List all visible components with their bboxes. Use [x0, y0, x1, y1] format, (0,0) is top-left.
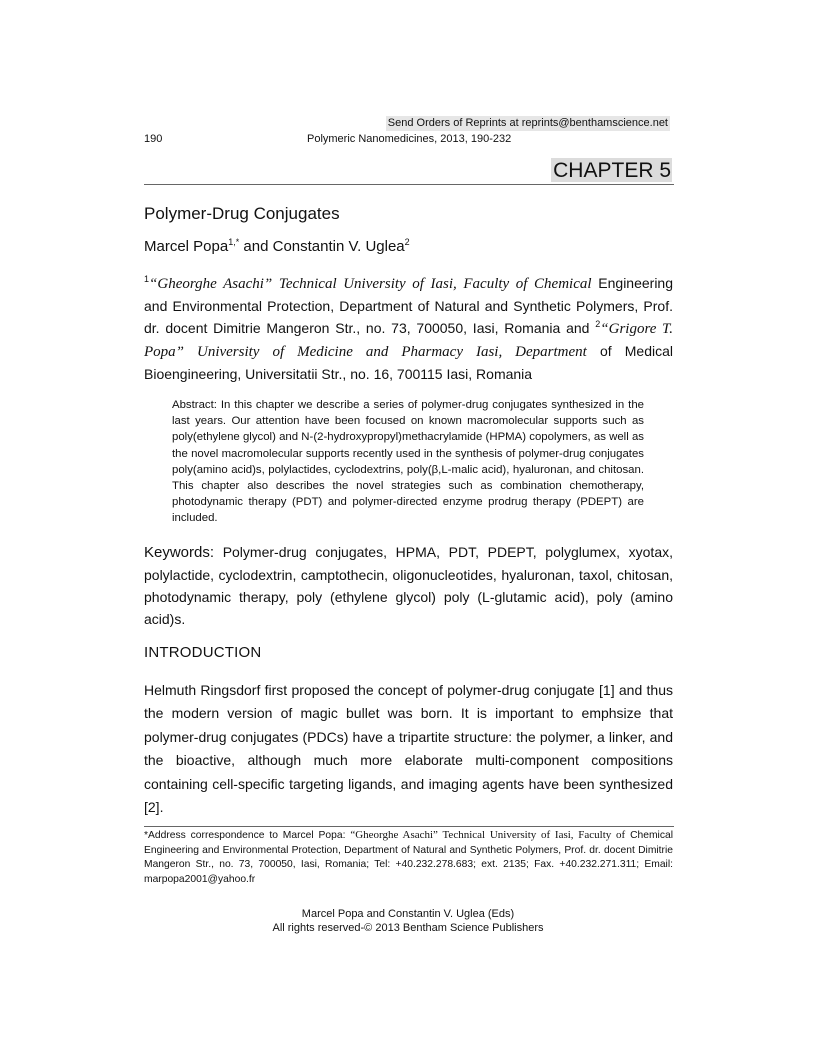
page-number: 190	[144, 133, 163, 145]
header-divider	[144, 184, 674, 185]
aff2-italic: “Grigore T. Popa” University of Medicine and Pharmacy Iasi, Department	[144, 321, 674, 360]
introduction-paragraph: Helmuth Ringsdorf first proposed the concept of polymer-drug conjugate [1] and thus the modern version of magic bullet was born. It is important to emphsize that polymer-drug conjugates (PDCs) have a tripartite structure: the polymer, a linker, and the bioactive, although much more elaborate multi-component compositions containing cell-specific targeting ligands, and imaging agents have been synthesized [2].	[144, 682, 673, 816]
footnote-rest: Chemical Engineering and Environmental Protection, Department of Natural and Synthetic Polymers, Prof. dr. docent Dimitrie Mangeron Str., no. 73, 700050, Iasi, Romania; Tel: +40.232.278.683; ext. 2135; Fax. +40.232.271.311; Email: marpopa2001@yahoo.fr	[144, 830, 673, 885]
article-title: Polymer-Drug Conjugates	[144, 204, 340, 223]
aff1-italic: “Gheorghe Asachi” Technical University of Iasi, Faculty of Chemical	[149, 276, 592, 292]
reprint-notice: Send Orders of Reprints at reprints@benthamscience.net	[387, 117, 668, 129]
author-line	[144, 238, 410, 255]
aff2-sup: 2	[595, 319, 601, 329]
author-conjunction: and	[239, 238, 273, 255]
keywords	[144, 541, 673, 630]
aff-conjunction: and	[566, 320, 596, 336]
footnote-serif: “Gheorghe Asachi” Technical University of Iasi, Faculty of	[350, 829, 626, 841]
author-2: Constantin V. Uglea	[272, 238, 405, 255]
author-2-sup: 2	[404, 237, 410, 247]
abstract-text: In this chapter we describe a series of polymer-drug conjugates synthesized in the last years. Our attention have been focused on known macromolecular supports such as poly(ethylene glycol) and N-(2-hydroxypropyl)methacrylamide (HPMA) copolymers, as well as the novel macromolecular supports recently used in the synthesis of polymer-drug conjugates poly(amino acid)s, polylactides, cyclodextrins, poly(β,L-malic acid), hyaluronan, and chitosan. This chapter also describes the novel strategies such as combination chemotherapy, photodynamic therapy (PDT) and polymer-directed enzyme prodrug therapy (PDEPT) are included.	[172, 399, 644, 525]
abstract-label: Abstract:	[172, 399, 217, 411]
chapter-label: CHAPTER 5	[551, 158, 672, 182]
correspondence-footnote	[144, 828, 673, 887]
running-title: Polymeric Nanomedicines, 2013, 190-232	[307, 133, 512, 145]
rights-line: All rights reserved-© 2013 Bentham Science Publishers	[272, 922, 544, 934]
affiliations	[144, 272, 673, 385]
editors-line: Marcel Popa and Constantin V. Uglea (Eds)	[301, 908, 515, 920]
aff1-rest: Engineering and Environmental Protection, Department of Natural and Synthetic Polymers, Prof. dr. docent Dimitrie Mangeron Str., no. 73, 700050, Iasi, Romania	[144, 275, 674, 336]
abstract	[172, 397, 644, 527]
keywords-label: Keywords:	[144, 544, 215, 561]
author-1: Marcel Popa	[144, 238, 229, 255]
author-1-sup: 1,*	[228, 237, 240, 247]
footnote-label: *Address correspondence to Marcel Popa:	[144, 830, 346, 841]
aff1-sup: 1	[144, 274, 150, 284]
aff2-rest: of Medical Bioengineering, Universitatii Str., no. 16, 700115 Iasi, Romania	[144, 343, 674, 382]
introduction-heading: INTRODUCTION	[144, 644, 262, 661]
keywords-text: Polymer-drug conjugates, HPMA, PDT, PDEPT, polyglumex, xyotax, polylactide, cyclodextrin, camptothecin, oligonucleotides, hyaluronan, taxol, chitosan, photodynamic therapy, poly (ethylene glycol) poly (L-glutamic acid), poly (amino acid)s.	[144, 544, 673, 627]
footnote-divider	[144, 826, 674, 827]
